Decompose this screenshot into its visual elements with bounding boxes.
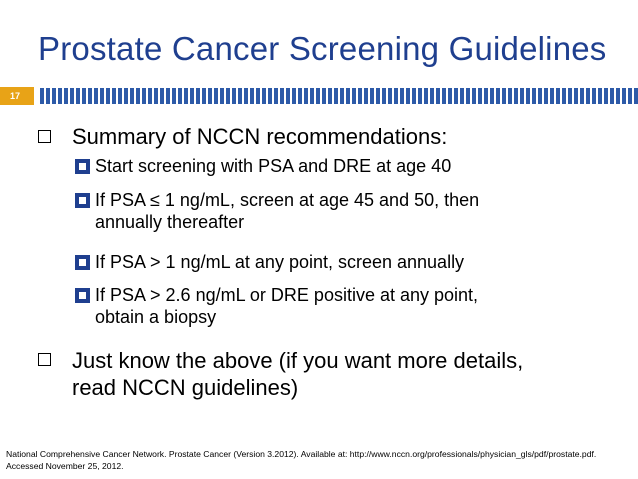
point-text: If PSA > 1 ng/mL at any point, screen annually bbox=[95, 252, 465, 272]
square-bullet-icon bbox=[75, 159, 90, 174]
citation-line: National Comprehensive Cancer Network. Prostate Cancer (Version 3.2012). Available at: http://www.nccn.org/professionals/physician_gls/pdf/prostate.pdf. bbox=[6, 449, 597, 459]
square-bullet-icon bbox=[75, 255, 90, 270]
checkbox-bullet-icon bbox=[38, 130, 51, 143]
list-item bbox=[95, 251, 464, 273]
point-text-continued: obtain a biopsy bbox=[95, 307, 217, 327]
header-rule bbox=[40, 88, 638, 104]
citation-accessed: Accessed November 25, 2012. bbox=[6, 461, 124, 471]
citation-footnote bbox=[6, 448, 634, 472]
square-bullet-icon bbox=[75, 288, 90, 303]
checkbox-bullet-icon bbox=[38, 353, 51, 366]
slide-title: Prostate Cancer Screening Guidelines bbox=[38, 30, 607, 67]
square-bullet-icon bbox=[75, 193, 90, 208]
summary-text: Summary of NCCN recommendations: bbox=[72, 124, 448, 149]
summary-bullet bbox=[72, 124, 447, 149]
point-text: If PSA > 2.6 ng/mL or DRE positive at any point, bbox=[95, 285, 479, 305]
list-item bbox=[95, 284, 478, 328]
slide-number: 17 bbox=[0, 87, 34, 105]
list-item bbox=[95, 155, 451, 177]
point-text: Start screening with PSA and DRE at age 40 bbox=[95, 156, 452, 176]
point-text: If PSA ≤ 1 ng/mL, screen at age 45 and 50, then bbox=[95, 190, 480, 210]
closing-text: Just know the above (if you want more details, bbox=[72, 348, 524, 373]
closing-text-continued: read NCCN guidelines) bbox=[72, 375, 299, 400]
point-text-continued: annually thereafter bbox=[95, 212, 245, 232]
closing-bullet bbox=[72, 347, 523, 401]
list-item bbox=[95, 189, 479, 233]
